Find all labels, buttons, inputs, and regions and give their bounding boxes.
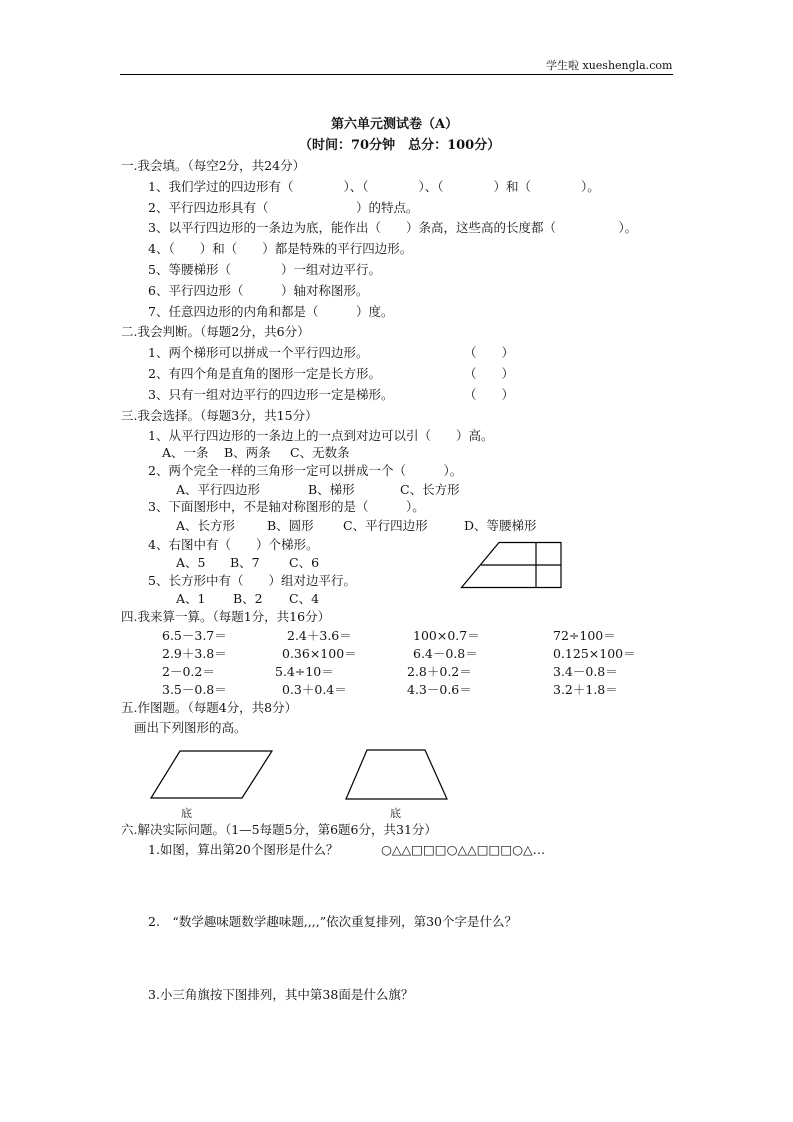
header-rule bbox=[120, 74, 673, 75]
trapezoid-figure bbox=[345, 749, 449, 801]
fill-item-2: 2、平行四边形具有（ ）的特点。 bbox=[148, 200, 419, 215]
choice-q1: 1、从平行四边形的一条边上的一点到对边可以引（ ）高。 bbox=[148, 428, 494, 443]
calc-r3-c2: 5.4÷10＝ bbox=[275, 664, 334, 679]
parallelogram-base-label: 底 bbox=[181, 807, 192, 820]
shape-sequence: ○△△□□□○△△□□□○△… bbox=[381, 842, 546, 857]
judge-item-1: 1、两个梯形可以拼成一个平行四边形。 bbox=[148, 345, 369, 360]
calc-r1-c3: 100×0.7＝ bbox=[413, 628, 480, 643]
judge-item-3: 3、只有一组对边平行的四边形一定是梯形。 bbox=[148, 387, 394, 402]
choice-q1-opt-c: C、无数条 bbox=[290, 445, 350, 460]
choice-q4: 4、右图中有（ ）个梯形。 bbox=[148, 537, 319, 552]
parallelogram-figure bbox=[150, 750, 274, 800]
fill-item-6: 6、平行四边形（ ）轴对称图形。 bbox=[148, 283, 369, 298]
choice-q2-opt-c: C、长方形 bbox=[400, 482, 460, 497]
drawing-instruction: 画出下列图形的高。 bbox=[134, 720, 247, 735]
choice-q3-opt-b: B、圆形 bbox=[267, 518, 314, 533]
judge-item-2: 2、有四个角是直角的图形一定是长方形。 bbox=[148, 366, 381, 381]
choice-q3-opt-c: C、平行四边形 bbox=[343, 518, 428, 533]
section-3-heading: 三.我会选择。（每题3分，共15分） bbox=[121, 408, 318, 423]
choice-q2-opt-b: B、梯形 bbox=[308, 482, 355, 497]
calc-r2-c1: 2.9＋3.8＝ bbox=[162, 646, 227, 661]
choice-q5-opt-c: C、4 bbox=[289, 591, 320, 606]
calc-r3-c3: 2.8＋0.2＝ bbox=[407, 664, 472, 679]
calc-r1-c1: 6.5－3.7＝ bbox=[162, 628, 227, 643]
judge-bracket-1: （ ） bbox=[464, 345, 515, 360]
fill-item-3: 3、以平行四边形的一条边为底，能作出（ ）条高，这些高的长度都（ ）。 bbox=[148, 220, 638, 235]
choice-q1-opt-a: A、一条 bbox=[162, 445, 209, 460]
choice-q1-opt-b: B、两条 bbox=[224, 445, 271, 460]
fill-item-4: 4、（ ）和（ ）都是特殊的平行四边形。 bbox=[148, 241, 413, 256]
choice-q4-opt-a: A、5 bbox=[176, 555, 206, 570]
choice-q3: 3、下面图形中，不是轴对称图形的是（ ）。 bbox=[148, 499, 425, 514]
choice-q5-opt-a: A、1 bbox=[176, 591, 206, 606]
site-watermark: 学生啦 xueshengla.com bbox=[546, 59, 673, 72]
choice-q5: 5、长方形中有（ ）组对边平行。 bbox=[148, 573, 356, 588]
calc-r4-c2: 0.3＋0.4＝ bbox=[282, 682, 347, 697]
section-6-heading: 六.解决实际问题。（1—5每题5分，第6题6分，共31分） bbox=[121, 822, 437, 837]
calc-r3-c4: 3.4－0.8＝ bbox=[553, 664, 618, 679]
calc-r3-c1: 2－0.2＝ bbox=[162, 664, 215, 679]
trapezoid-count-figure bbox=[460, 541, 562, 589]
fill-item-7: 7、任意四边形的内角和都是（ ）度。 bbox=[148, 304, 394, 319]
calc-r2-c3: 6.4－0.8＝ bbox=[413, 646, 478, 661]
choice-q5-opt-b: B、2 bbox=[233, 591, 263, 606]
section-4-heading: 四.我来算一算。（每题1分，共16分） bbox=[121, 609, 331, 624]
calc-r2-c4: 0.125×100＝ bbox=[553, 646, 636, 661]
fill-item-1: 1、我们学过的四边形有（ ）、（ ）、（ ）和（ ）。 bbox=[148, 179, 600, 194]
choice-q3-opt-d: D、等腰梯形 bbox=[464, 518, 537, 533]
page-title: 第六单元测试卷（A） bbox=[331, 117, 459, 132]
choice-q4-opt-c: C、6 bbox=[289, 555, 320, 570]
word-problem-1: 1.如图，算出第20个图形是什么？ bbox=[148, 842, 339, 857]
calc-r4-c1: 3.5－0.8＝ bbox=[162, 682, 227, 697]
section-2-heading: 二.我会判断。（每题2分，共6分） bbox=[121, 324, 310, 339]
word-problem-2: 2. “数学趣味题数学趣味题,,,,”依次重复排列，第30个字是什么？ bbox=[148, 914, 518, 929]
judge-bracket-3: （ ） bbox=[464, 387, 515, 402]
choice-q4-opt-b: B、7 bbox=[230, 555, 260, 570]
calc-r1-c4: 72÷100＝ bbox=[553, 628, 616, 643]
word-problem-3: 3.小三角旗按下图排列，其中第38面是什么旗？ bbox=[148, 987, 414, 1002]
page-subtitle: （时间：70分钟 总分：100分） bbox=[299, 138, 501, 153]
calc-r4-c4: 3.2＋1.8＝ bbox=[553, 682, 618, 697]
trapezoid-base-label: 底 bbox=[390, 807, 401, 820]
judge-bracket-2: （ ） bbox=[464, 366, 515, 381]
section-5-heading: 五.作图题。（每题4分，共8分） bbox=[121, 700, 298, 715]
choice-q2-opt-a: A、平行四边形 bbox=[176, 482, 261, 497]
calc-r2-c2: 0.36×100＝ bbox=[282, 646, 357, 661]
calc-r4-c3: 4.3－0.6＝ bbox=[407, 682, 472, 697]
choice-q3-opt-a: A、长方形 bbox=[176, 518, 236, 533]
choice-q2: 2、两个完全一样的三角形一定可以拼成一个（ ）。 bbox=[148, 463, 463, 478]
section-1-heading: 一.我会填。（每空2分，共24分） bbox=[121, 158, 306, 173]
calc-r1-c2: 2.4＋3.6＝ bbox=[287, 628, 352, 643]
fill-item-5: 5、等腰梯形（ ）一组对边平行。 bbox=[148, 262, 381, 277]
